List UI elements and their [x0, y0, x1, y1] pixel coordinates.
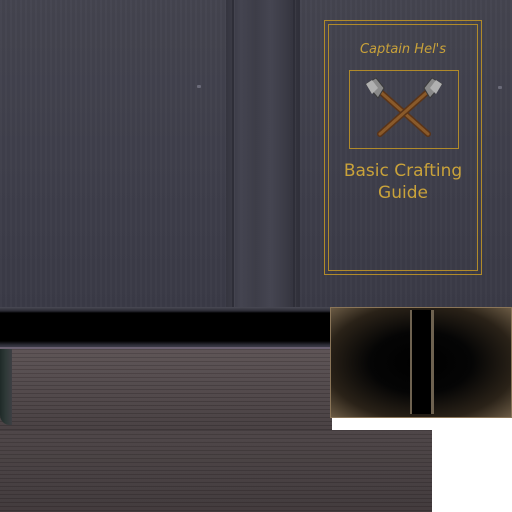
slot-edge-right	[431, 310, 434, 414]
book-spine	[226, 0, 300, 307]
page-block-side	[0, 347, 332, 430]
page-block-bottom	[0, 430, 432, 512]
spine-edge-strip	[0, 307, 330, 347]
author-line: Captain Hel's	[359, 42, 447, 57]
page-block-corner	[0, 349, 12, 425]
back-cover	[0, 0, 226, 307]
spine-groove	[232, 0, 234, 307]
spine-slot	[412, 310, 432, 414]
book-title	[330, 160, 476, 204]
cover-mark	[197, 85, 201, 88]
spine-groove	[293, 0, 295, 307]
title-line-2: Guide	[378, 183, 428, 203]
title-line-1: Basic Crafting	[343, 161, 463, 181]
crossed-axes-icon	[362, 74, 446, 142]
cover-mark	[498, 86, 502, 89]
